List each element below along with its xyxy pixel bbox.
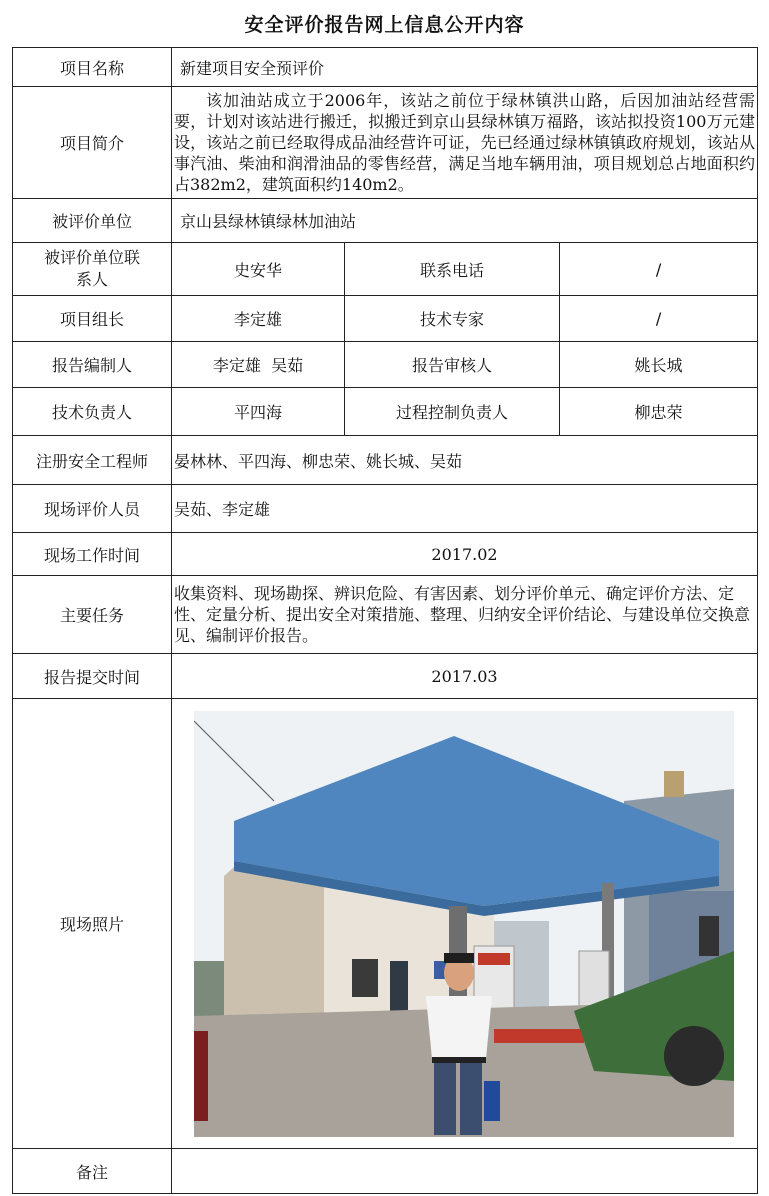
photo-label: 现场照片 xyxy=(13,699,172,1149)
team-leader-label: 项目组长 xyxy=(13,296,172,342)
contact-label-text: 被评价单位联系人 xyxy=(44,248,141,289)
remarks-label: 备注 xyxy=(13,1149,172,1194)
row-submit-time xyxy=(13,654,758,699)
row-site-time xyxy=(13,533,758,576)
site-time-value: 2017.02 xyxy=(172,533,758,576)
project-intro-label: 项目简介 xyxy=(13,87,172,199)
project-name-value: 新建项目安全预评价 xyxy=(172,48,758,87)
phone-value: / xyxy=(560,243,758,296)
row-tech-lead xyxy=(13,388,758,436)
submit-time-label: 报告提交时间 xyxy=(13,654,172,699)
info-table xyxy=(12,47,758,1194)
evaluated-unit-value: 京山县绿林镇绿林加油站 xyxy=(172,199,758,243)
engineers-value: 晏林林、平四海、柳忠荣、姚长城、吴茹 xyxy=(172,436,758,485)
row-site-staff xyxy=(13,485,758,533)
engineers-label: 注册安全工程师 xyxy=(13,436,172,485)
page-title: 安全评价报告网上信息公开内容 xyxy=(244,14,525,36)
main-task-value: 收集资料、现场勘探、辨识危险、有害因素、划分评价单元、确定评价方法、定性、定量分析、提出安全对策措施、整理、归纳安全评价结论、与建设单位交换意见、编制评价报告。 xyxy=(172,576,758,654)
expert-value: / xyxy=(560,296,758,342)
evaluated-unit-label: 被评价单位 xyxy=(13,199,172,243)
process-control-value: 柳忠荣 xyxy=(560,388,758,436)
row-engineers xyxy=(13,436,758,485)
reviewer-label: 报告审核人 xyxy=(345,342,560,388)
site-time-label: 现场工作时间 xyxy=(13,533,172,576)
photo-cell xyxy=(172,699,758,1149)
row-evaluated-unit xyxy=(13,199,758,243)
phone-label: 联系电话 xyxy=(345,243,560,296)
row-team-leader xyxy=(13,296,758,342)
row-project-name xyxy=(13,48,758,87)
contact-value: 史安华 xyxy=(172,243,345,296)
row-main-task xyxy=(13,576,758,654)
reviewer-value: 姚长城 xyxy=(560,342,758,388)
site-photo-drawing xyxy=(194,711,734,1137)
tech-lead-label: 技术负责人 xyxy=(13,388,172,436)
row-report-author xyxy=(13,342,758,388)
expert-label: 技术专家 xyxy=(345,296,560,342)
contact-label xyxy=(13,243,172,296)
row-remarks xyxy=(13,1149,758,1194)
site-staff-value: 吴茹、李定雄 xyxy=(172,485,758,533)
main-task-label: 主要任务 xyxy=(13,576,172,654)
row-contact xyxy=(13,243,758,296)
row-project-intro xyxy=(13,87,758,199)
tech-lead-value: 平四海 xyxy=(172,388,345,436)
project-name-label: 项目名称 xyxy=(13,48,172,87)
remarks-value xyxy=(172,1149,758,1194)
team-leader-value: 李定雄 xyxy=(172,296,345,342)
submit-time-value: 2017.03 xyxy=(172,654,758,699)
report-author-value: 李定雄 吴茹 xyxy=(172,342,345,388)
project-intro-value: 该加油站成立于2006年，该站之前位于绿林镇洪山路，后因加油站经营需要，计划对该站进行搬迁，拟搬迁到京山县绿林镇万福路，该站拟投资100万元建设，该站之前已经取得成品油经营许可证，先已经通过绿林镇镇政府规划，该站从事汽油、柴油和润滑油品的零售经营，满足当地车辆用油，项目规划总占地面积约占382m2，建筑面积约140m2。 xyxy=(172,87,758,199)
site-staff-label: 现场评价人员 xyxy=(13,485,172,533)
report-author-label: 报告编制人 xyxy=(13,342,172,388)
row-photo xyxy=(13,699,758,1149)
site-photo xyxy=(194,711,734,1137)
process-control-label: 过程控制负责人 xyxy=(345,388,560,436)
